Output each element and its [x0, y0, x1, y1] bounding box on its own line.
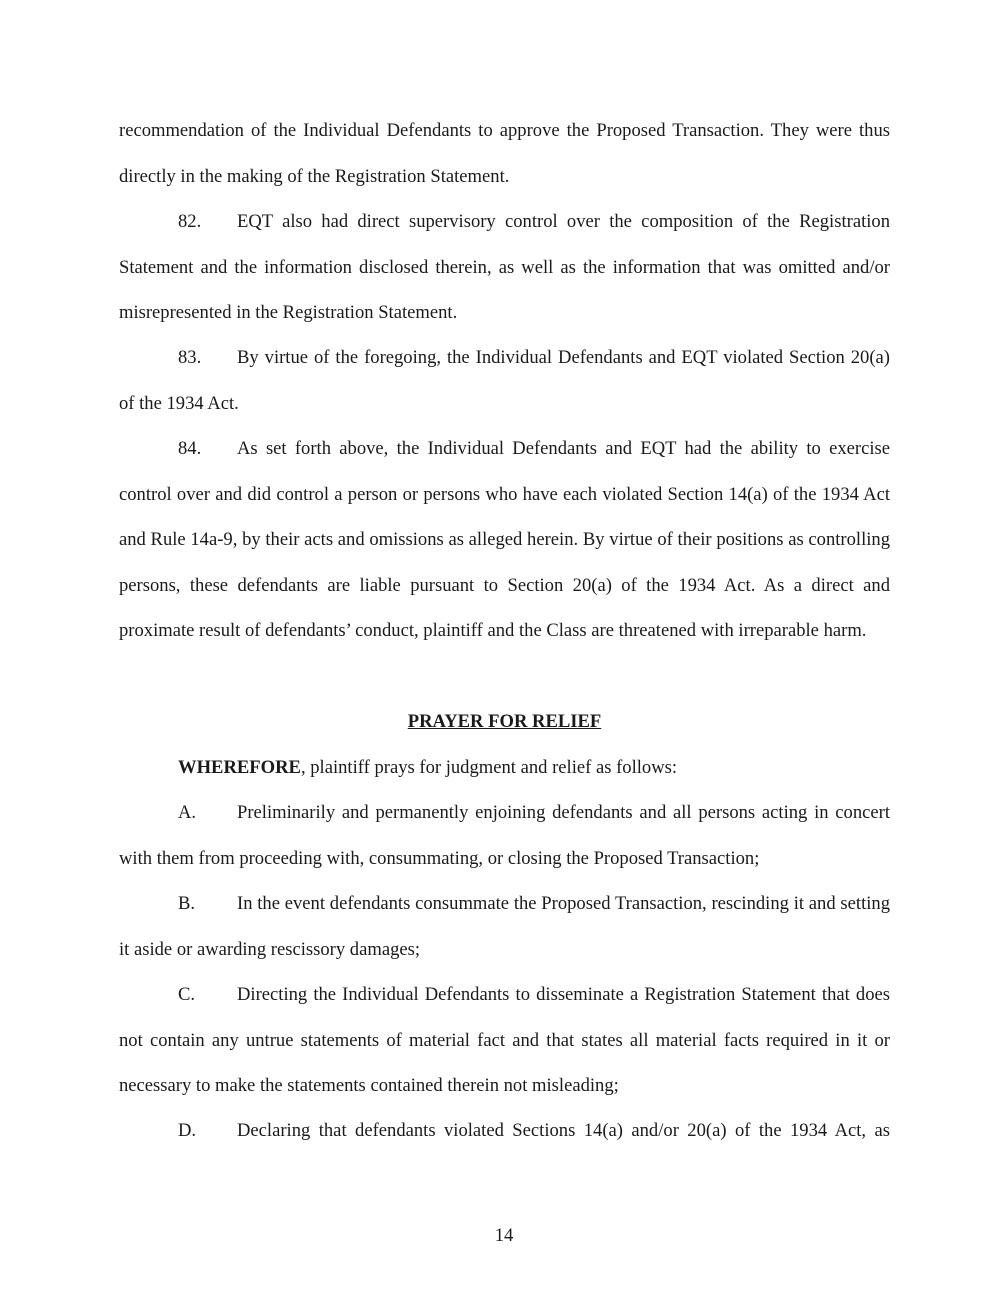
wherefore-label: WHEREFORE: [178, 757, 301, 778]
relief-text: Declaring that defendants violated Sections 14(a) and/or 20(a) of the 1934 Act, as: [237, 1120, 890, 1141]
continuation-paragraph: recommendation of the Individual Defendants to approve the Proposed Transaction. They were thus directly in the making of the Registration Statement.: [119, 120, 890, 187]
relief-letter: B.: [178, 893, 196, 914]
paragraph-number: 84.: [178, 438, 202, 459]
paragraph-text: As set forth above, the Individual Defendants and EQT had the ability to exercise control over and did control a person or persons who have each violated Section 14(a) of the 1934 Act and Rule 14a-9, by their acts and omissions as alleged herein. By virtue of their positions as controlling persons, these defendants are liable pursuant to Section 20(a) of the 1934 Act. As a direct and proximate result of defendants’ conduct, plaintiff and the Class are threatened with irreparable harm.: [119, 438, 890, 641]
paragraph-number: 83.: [178, 347, 202, 368]
paragraph-text: EQT also had direct supervisory control over the composition of the Registration Statement and the information disclosed therein, as well as the information that was omitted and/or misrepresented in the Registration Statement.: [119, 211, 890, 323]
relief-item-d: [119, 1108, 890, 1154]
relief-item-c: [119, 972, 890, 1109]
prayer-intro-text: , plaintiff prays for judgment and relief as follows:: [300, 757, 678, 778]
paragraph-83: [119, 335, 890, 426]
relief-letter: A.: [178, 802, 197, 823]
paragraph-number: 82.: [178, 211, 202, 232]
paragraph-text: By virtue of the foregoing, the Individual Defendants and EQT violated Section 20(a) of the 1934 Act.: [119, 347, 890, 414]
relief-item-a: [119, 790, 890, 881]
section-heading: PRAYER FOR RELIEF: [407, 711, 602, 732]
relief-text: In the event defendants consummate the Proposed Transaction, rescinding it and setting it aside or awarding rescissory damages;: [119, 893, 890, 960]
prayer-intro: [119, 745, 890, 791]
page-number: 14: [494, 1225, 514, 1246]
paragraph-82: [119, 199, 890, 336]
relief-item-b: [119, 881, 890, 972]
relief-letter: C.: [178, 984, 196, 1005]
relief-letter: D.: [178, 1120, 197, 1141]
paragraph-84: [119, 426, 890, 654]
relief-text: Directing the Individual Defendants to disseminate a Registration Statement that does not contain any untrue statements of material fact and that states all material facts required in it or necessary to make the statements contained therein not misleading;: [119, 984, 890, 1096]
relief-text: Preliminarily and permanently enjoining defendants and all persons acting in concert with them from proceeding with, consummating, or closing the Proposed Transaction;: [119, 802, 890, 869]
